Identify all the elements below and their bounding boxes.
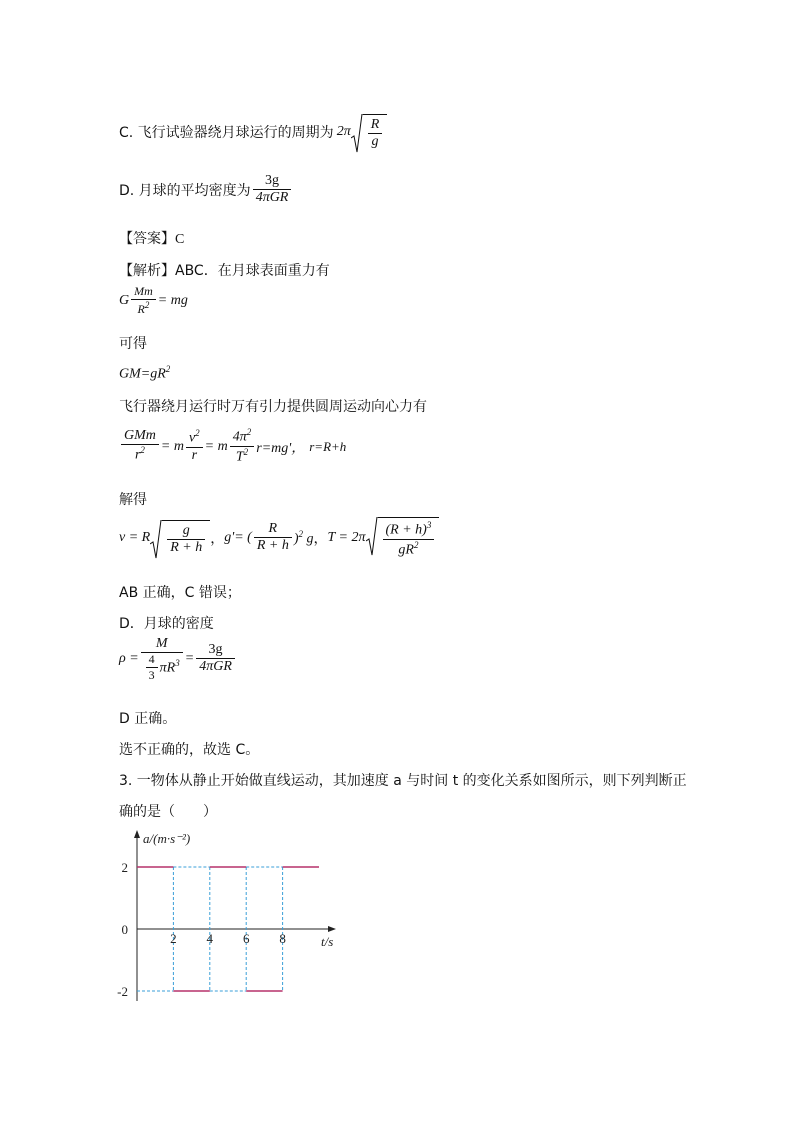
equation-2: [119, 364, 170, 383]
option-c-num: R: [368, 117, 383, 134]
eq5-den-frac-num: 4: [146, 653, 158, 668]
eq3-eq-m: = m: [160, 438, 184, 454]
eq5-eq: =: [184, 651, 195, 667]
question3-line1: 3. 一物体从静止开始做直线运动，其加速度 a 与时间 t 的变化关系如图所示，则下列判断正: [119, 773, 687, 789]
line-kede: 可得: [119, 336, 147, 352]
x-tick-label: 8: [279, 931, 286, 946]
eq3-cond: r=R+h: [309, 438, 347, 454]
eq5-num: M: [141, 636, 183, 653]
eq4-g-frac: [254, 521, 292, 555]
eq3-f3-num: [230, 427, 255, 447]
eq3-f1-den-sup: 2: [140, 445, 145, 456]
eq4-sep2: ，: [313, 531, 328, 548]
eq2-sup: 2: [165, 364, 171, 374]
eq3-f3-den-base: T: [235, 449, 244, 465]
eq4-g-sup: 2: [298, 528, 303, 539]
eq4-t-num: [383, 520, 435, 540]
line-d: D．月球的密度: [119, 616, 214, 632]
y-tick-label: 0: [121, 922, 128, 937]
option-c-text: C. 飞行试验器绕月球运行的周期为: [119, 125, 334, 141]
eq2-lhs: GM=gR: [119, 366, 166, 382]
option-d-frac: [253, 173, 292, 207]
eq3-f3-den: [230, 447, 255, 466]
eq4-g-close: ): [293, 531, 299, 547]
answer-label: 【答案】: [119, 231, 175, 247]
line-final: 选不正确的，故选 C。: [119, 742, 260, 758]
eq4-v-sqrt: [150, 520, 210, 557]
x-axis-arrow-icon: [328, 926, 336, 932]
y-tick-label: -2: [117, 984, 128, 999]
eq4-v-num: g: [167, 523, 205, 540]
eq3-f3-num-sup: 2: [246, 427, 252, 437]
line-d-ok: D 正确。: [119, 711, 177, 727]
analysis-intro: [119, 260, 330, 280]
option-d-text: D. 月球的平均密度为: [119, 183, 251, 199]
x-tick-label: 4: [206, 931, 214, 946]
y-axis-label: a/(m·s⁻²): [143, 831, 191, 846]
option-d-num: 3g: [253, 173, 292, 190]
eq3-f2-num-base: v: [188, 430, 196, 446]
eq4-t-den-base: gR: [398, 542, 414, 558]
option-c-den: g: [371, 133, 379, 149]
eq1-den: [131, 300, 156, 316]
eq5-den-frac-den: 3: [148, 667, 155, 682]
option-c-sqrt: [351, 114, 388, 151]
equation-4: [119, 517, 439, 559]
answer-value: C: [175, 232, 185, 247]
eq1-frac: [131, 285, 156, 316]
eq3-tail: r=mg'，: [256, 440, 306, 456]
eq4-g-den: R + h: [256, 538, 289, 554]
radical-icon: [351, 114, 363, 154]
x-tick-label: 6: [242, 931, 250, 946]
eq3-f3-den-sup: 2: [243, 446, 249, 457]
eq4-g-end: g: [306, 531, 314, 547]
eq4-g-num: R: [254, 521, 292, 538]
eq3-f2-num-sup: 2: [195, 428, 200, 439]
eq1-den-base: R: [137, 301, 145, 316]
y-axis-arrow-icon: [134, 830, 140, 838]
equation-1: [119, 285, 188, 316]
eq1-g: G: [119, 292, 130, 308]
eq3-frac3: [230, 427, 255, 466]
line-ab: AB 正确，C 错误；: [119, 585, 241, 601]
eq4-t-den-sup: 2: [413, 539, 419, 550]
eq3-frac1: [121, 428, 159, 465]
option-c: [119, 112, 387, 152]
eq3-f1-den-base: r: [134, 448, 141, 464]
option-c-coef: 2π: [336, 124, 351, 139]
eq4-g-tail: [294, 529, 314, 548]
equation-3: [119, 427, 346, 466]
option-d: [119, 170, 293, 210]
eq5-frac2: [196, 642, 235, 676]
eq5-den-tail-base: πR: [159, 660, 176, 676]
eq5-den-sup: 3: [175, 657, 180, 668]
option-d-den: 4πGR: [255, 190, 289, 206]
eq4-t-num-base: (R + h): [385, 522, 427, 538]
eq3-frac2: [186, 428, 203, 465]
eq5-den-frac: [146, 653, 158, 682]
eq3-f2-num: [186, 428, 203, 448]
radical-icon: [366, 517, 378, 557]
eq4-v: v = R: [119, 530, 151, 546]
eq5-den-tail: [160, 658, 180, 677]
answer-line: [119, 228, 184, 248]
eq5-den: [141, 653, 183, 682]
eq3-f1-den: [121, 445, 159, 464]
eq4-sep1: ，: [210, 531, 225, 548]
eq4-t-den: [383, 540, 435, 559]
eq5-r-num: 3g: [196, 642, 235, 659]
eq5-frac: [141, 636, 183, 682]
eq4-g: g'= (: [224, 530, 252, 546]
question3-line2: 确的是（ ）: [119, 804, 217, 820]
equation-5: [119, 636, 237, 682]
eq4-t-num-sup: 3: [426, 520, 432, 530]
eq3-f1-num: GMm: [121, 428, 159, 445]
y-tick-label: 2: [121, 860, 128, 875]
eq5-rho: ρ =: [119, 651, 139, 667]
x-tick-label: 2: [170, 931, 177, 946]
line-fly: 飞行器绕月运行时万有引力提供圆周运动向心力有: [119, 399, 427, 415]
acceleration-time-chart: [110, 826, 360, 1016]
analysis-label: 【解析】: [119, 263, 175, 279]
eq1-den-sup: 2: [144, 299, 150, 310]
eq1-rhs: = mg: [157, 292, 188, 308]
radical-icon: [150, 520, 162, 560]
eq3-f3-num-base: 4π: [232, 429, 247, 445]
eq1-num: Mm: [131, 285, 156, 300]
x-axis-label: t/s: [321, 934, 334, 949]
eq5-r-den: 4πGR: [199, 659, 232, 675]
eq4-t-sqrt: [366, 517, 440, 559]
eq4-t: T = 2π: [327, 530, 366, 546]
line-jiede: 解得: [119, 492, 147, 508]
eq3-f2-den: r: [191, 448, 198, 464]
analysis-intro-text: ABC．在月球表面重力有: [175, 263, 330, 279]
eq3-eq-m2: = m: [204, 438, 228, 454]
eq4-v-den: R + h: [170, 539, 203, 555]
